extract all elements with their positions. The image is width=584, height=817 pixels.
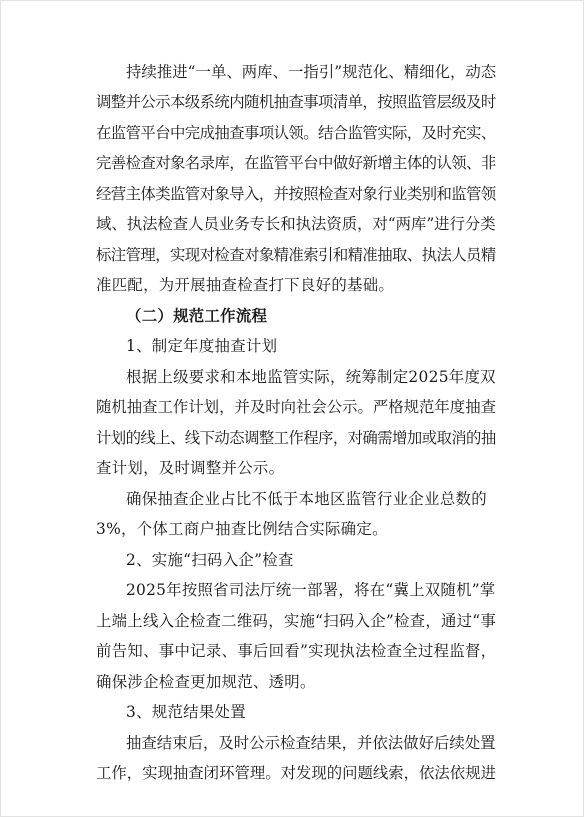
paragraph-line: 随机抽查工作计划，并及时向社会公示。严格规范年度抽查 <box>96 398 496 416</box>
subsection-heading: 1、制定年度抽查计划 <box>126 337 278 355</box>
paragraph-line: 计划的线上、线下动态调整工作程序，对确需增加或取消的抽 <box>96 429 496 447</box>
paragraph-line: 确保涉企检查更加规范、透明。 <box>96 673 316 691</box>
paragraph-line: 标注管理，实现对检查对象精准索引和精准抽取、执法人员精 <box>96 246 496 264</box>
subsection-heading: 2、实施“扫码入企”检查 <box>126 551 294 569</box>
paragraph-line: 工作，实现抽查闭环管理。对发现的问题线索，依法依规进 <box>96 764 496 782</box>
paragraph-line: 3%，个体工商户抽查比例结合实际确定。 <box>96 520 388 538</box>
paragraph-line: 调整并公示本级系统内随机抽查事项清单，按照监管层级及时 <box>96 93 496 111</box>
section-heading: （二）规范工作流程 <box>126 307 268 325</box>
paragraph-line: 确保抽查企业占比不低于本地区监管行业企业总数的 <box>126 490 487 508</box>
subsection-heading: 3、规范结果处置 <box>126 703 246 721</box>
paragraph-line: 在监管平台中完成抽查事项认领。结合监管实际，及时充实、 <box>96 124 496 142</box>
paragraph-line: 域、执法检查人员业务专长和执法资质，对“两库”进行分类 <box>96 215 496 233</box>
paragraph-line: 查计划，及时调整并公示。 <box>96 459 285 477</box>
paragraph-line: 上端上线入企检查二维码，实施“扫码入企”检查，通过“事 <box>96 612 497 630</box>
paragraph-line: 经营主体类监管对象导入，并按照检查对象行业类别和监管领 <box>96 185 496 203</box>
paragraph-line: 准匹配，为开展抽查检查打下良好的基础。 <box>96 276 395 294</box>
paragraph-line: 持续推进“一单、两库、一指引”规范化、精细化，动态 <box>126 63 497 81</box>
paragraph-line: 2025年按照省司法厅统一部署，将在“冀上双随机”掌 <box>126 581 496 599</box>
paragraph-line: 完善检查对象名录库，在监管平台中做好新增主体的认领、非 <box>96 154 496 172</box>
paragraph-line: 前告知、事中记录、事后回看”实现执法检查全过程监督， <box>96 642 497 660</box>
paragraph-line: 根据上级要求和本地监管实际，统筹制定2025年度双 <box>126 368 496 386</box>
paragraph-line: 抽查结束后，及时公示检查结果，并依法做好后续处置 <box>126 734 496 752</box>
